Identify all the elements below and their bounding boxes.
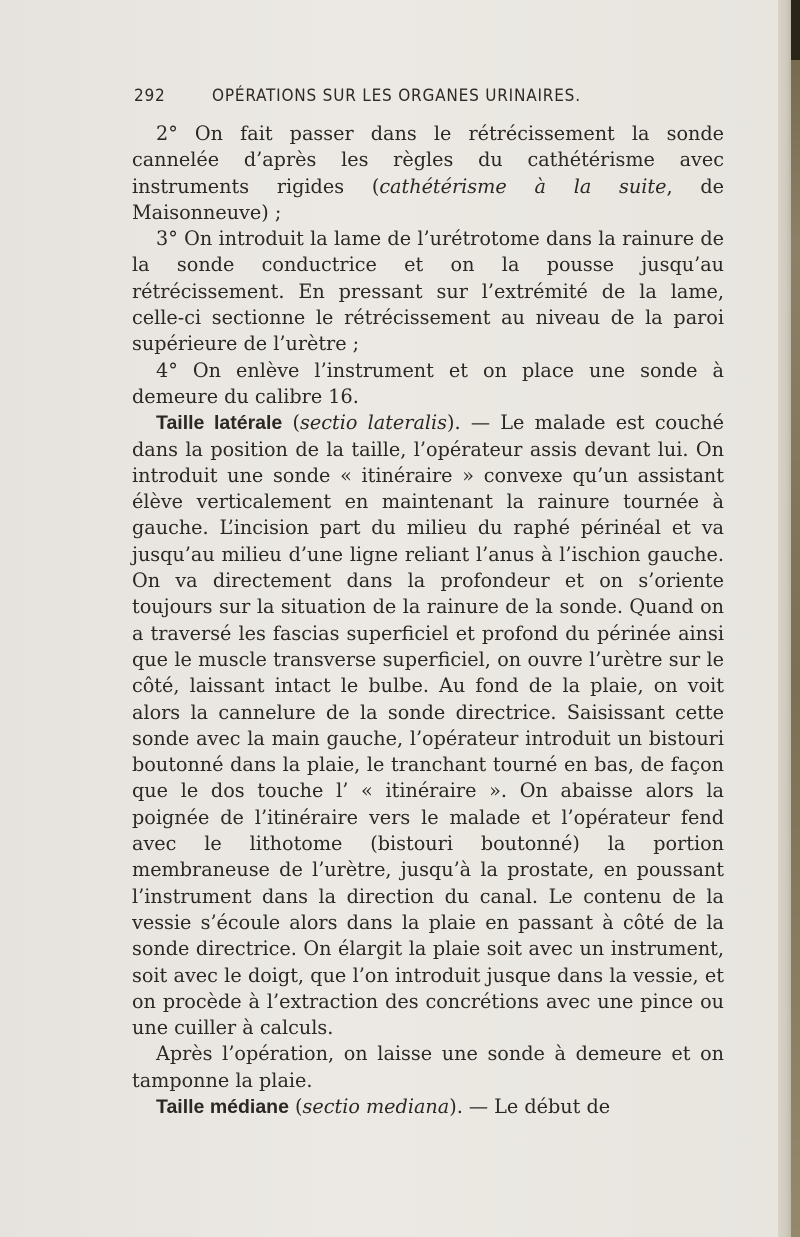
running-title: OPÉRATIONS SUR LES ORGANES URINAIRES. (212, 86, 581, 106)
paragraph-italic: cathétérisme à la suite (379, 174, 667, 198)
paragraph-italic: sectio lateralis (300, 411, 448, 435)
paragraph (132, 358, 724, 411)
section-heading: Taille médiane (156, 1095, 289, 1118)
paragraph (132, 1094, 724, 1120)
binding-edge-top (791, 0, 800, 60)
paragraph-text: ). — Le malade est couché dans la position de la taille, l’opérateur assis devant lui. On introduit une sonde « itinéraire » convexe qu’un assistant élève verticalement en maintenant la rainure tournée à gauche. L’incision part du milieu du raphé périnéal et va jusqu’au milieu d’une ligne reliant l’anus à l’ischion gauche. On va directement dans la profondeur et on s’oriente toujours sur la situation de la rainure de la sonde. Quand on a traversé les fascias superficiel et profond du périnée ainsi que le muscle transverse superficiel, on ouvre l’urètre sur le côté, laissant intact le bulbe. Au fond de la plaie, on voit alors la cannelure de la sonde directrice. Saisissant cette sonde avec la main gauche, l’opérateur introduit un bistouri boutonné dans la plaie, le tranchant tourné en bas, de façon que le dos touche l’ « itinéraire ». On abaisse alors la poignée de l’itinéraire vers le malade et l’opérateur fend avec le lithotome (bistouri boutonné) la portion membraneuse de l’urètre, jusqu’à la prostate, en poussant l’instrument dans la direction du canal. Le contenu de la vessie s’écoule alors dans la plaie en passant à côté de la sonde directrice. On élargit la plaie soit avec un instrument, soit avec le doigt, que l’on introduit jusque dans la vessie, et on procède à l’extraction des concrétions avec une pince ou une cuiller à calculs. (132, 411, 725, 1040)
paragraph-text: 4° On enlève l’instrument et on place une sonde à demeure du calibre 16. (132, 358, 724, 408)
paragraph (132, 410, 724, 1041)
paragraph-text: ). — Le début de (449, 1094, 611, 1118)
page-number: 292 (134, 86, 166, 106)
paragraph-text: ( (288, 1094, 303, 1118)
paragraph-text: ( (282, 411, 301, 435)
section-heading: Taille latérale (156, 412, 283, 435)
paragraph-text: 3° On introduit la lame de l’urétrotome dans la rainure de la sonde conductrice et on la pousse jusqu’au rétrécissement. En pressant sur l’extrémité de la lame, celle-ci sectionne le rétrécissement au niveau de la paroi supérieure de l’urètre ; (132, 227, 724, 356)
paragraph (132, 121, 724, 226)
paragraph-text: , de Maisonneuve) ; (132, 174, 724, 224)
paragraph (132, 226, 724, 357)
paragraph-italic: sectio mediana (302, 1094, 450, 1118)
body-text (132, 121, 724, 1120)
paragraph (132, 1041, 724, 1094)
paragraph-text: 2° On fait passer dans le rétrécissement la sonde cannelée d’après les règles du cathétérisme avec instruments rigides ( (132, 122, 724, 198)
binding-edge (791, 0, 800, 1237)
paragraph-text: Après l’opération, on laisse une sonde à demeure et on tamponne la plaie. (132, 1042, 724, 1092)
page-header (134, 86, 726, 114)
